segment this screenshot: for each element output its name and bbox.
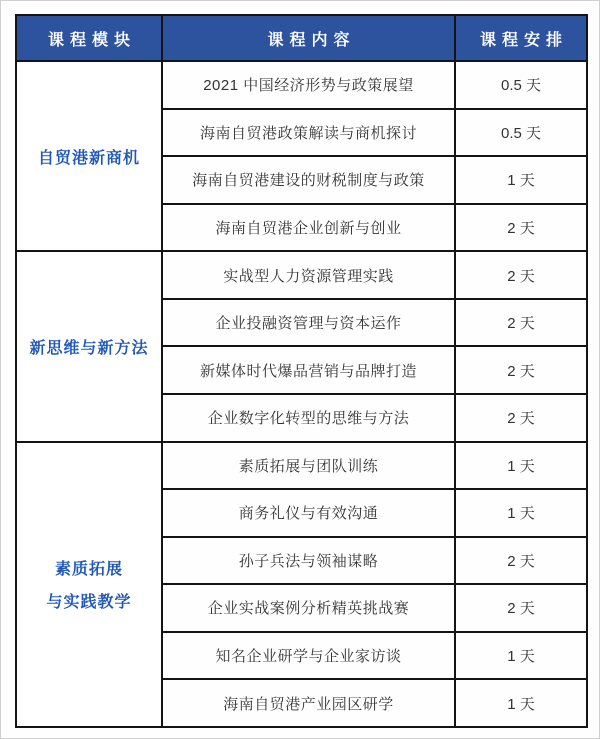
course-name: 海南自贸港建设的财税制度与政策 xyxy=(162,156,455,204)
header-cell-content: 课程内容 xyxy=(162,15,455,61)
course-name: 海南自贸港企业创新与创业 xyxy=(162,204,455,252)
course-name: 素质拓展与团队训练 xyxy=(162,442,455,490)
course-name: 商务礼仪与有效沟通 xyxy=(162,489,455,537)
module-cell-free-trade-port xyxy=(16,61,162,251)
module-label: 新思维与新方法 xyxy=(29,339,149,357)
course-days: 1 天 xyxy=(455,442,587,490)
module-cell-new-thinking xyxy=(16,251,162,441)
table-row xyxy=(16,251,587,299)
course-days: 2 天 xyxy=(455,537,587,585)
course-days: 1 天 xyxy=(455,156,587,204)
course-name: 孙子兵法与领袖谋略 xyxy=(162,537,455,585)
header-cell-module: 课程模块 xyxy=(16,15,162,61)
course-schedule-table xyxy=(15,14,588,728)
course-days: 0.5 天 xyxy=(455,61,587,109)
header-row xyxy=(16,15,587,61)
course-days: 2 天 xyxy=(455,251,587,299)
course-name: 知名企业研学与企业家访谈 xyxy=(162,632,455,680)
course-name: 新媒体时代爆品营销与品牌打造 xyxy=(162,346,455,394)
course-name: 海南自贸港产业园区研学 xyxy=(162,679,455,727)
table-row xyxy=(16,61,587,109)
header-cell-schedule: 课程安排 xyxy=(455,15,587,61)
course-name: 企业实战案例分析精英挑战赛 xyxy=(162,584,455,632)
course-name: 2021 中国经济形势与政策展望 xyxy=(162,61,455,109)
course-name: 企业投融资管理与资本运作 xyxy=(162,299,455,347)
course-days: 2 天 xyxy=(455,584,587,632)
course-name: 海南自贸港政策解读与商机探讨 xyxy=(162,109,455,157)
course-days: 2 天 xyxy=(455,299,587,347)
module-label: 自贸港新商机 xyxy=(37,149,140,167)
course-days: 1 天 xyxy=(455,632,587,680)
module-cell-quality-practice xyxy=(16,442,162,728)
module-label-line1: 素质拓展 xyxy=(54,561,123,579)
course-name: 企业数字化转型的思维与方法 xyxy=(162,394,455,442)
course-days: 0.5 天 xyxy=(455,109,587,157)
course-days: 2 天 xyxy=(455,204,587,252)
course-days: 2 天 xyxy=(455,394,587,442)
course-days: 1 天 xyxy=(455,489,587,537)
table-row xyxy=(16,442,587,490)
course-name: 实战型人力资源管理实践 xyxy=(162,251,455,299)
course-days: 1 天 xyxy=(455,679,587,727)
course-days: 2 天 xyxy=(455,346,587,394)
module-label-line2: 与实践教学 xyxy=(46,594,132,612)
